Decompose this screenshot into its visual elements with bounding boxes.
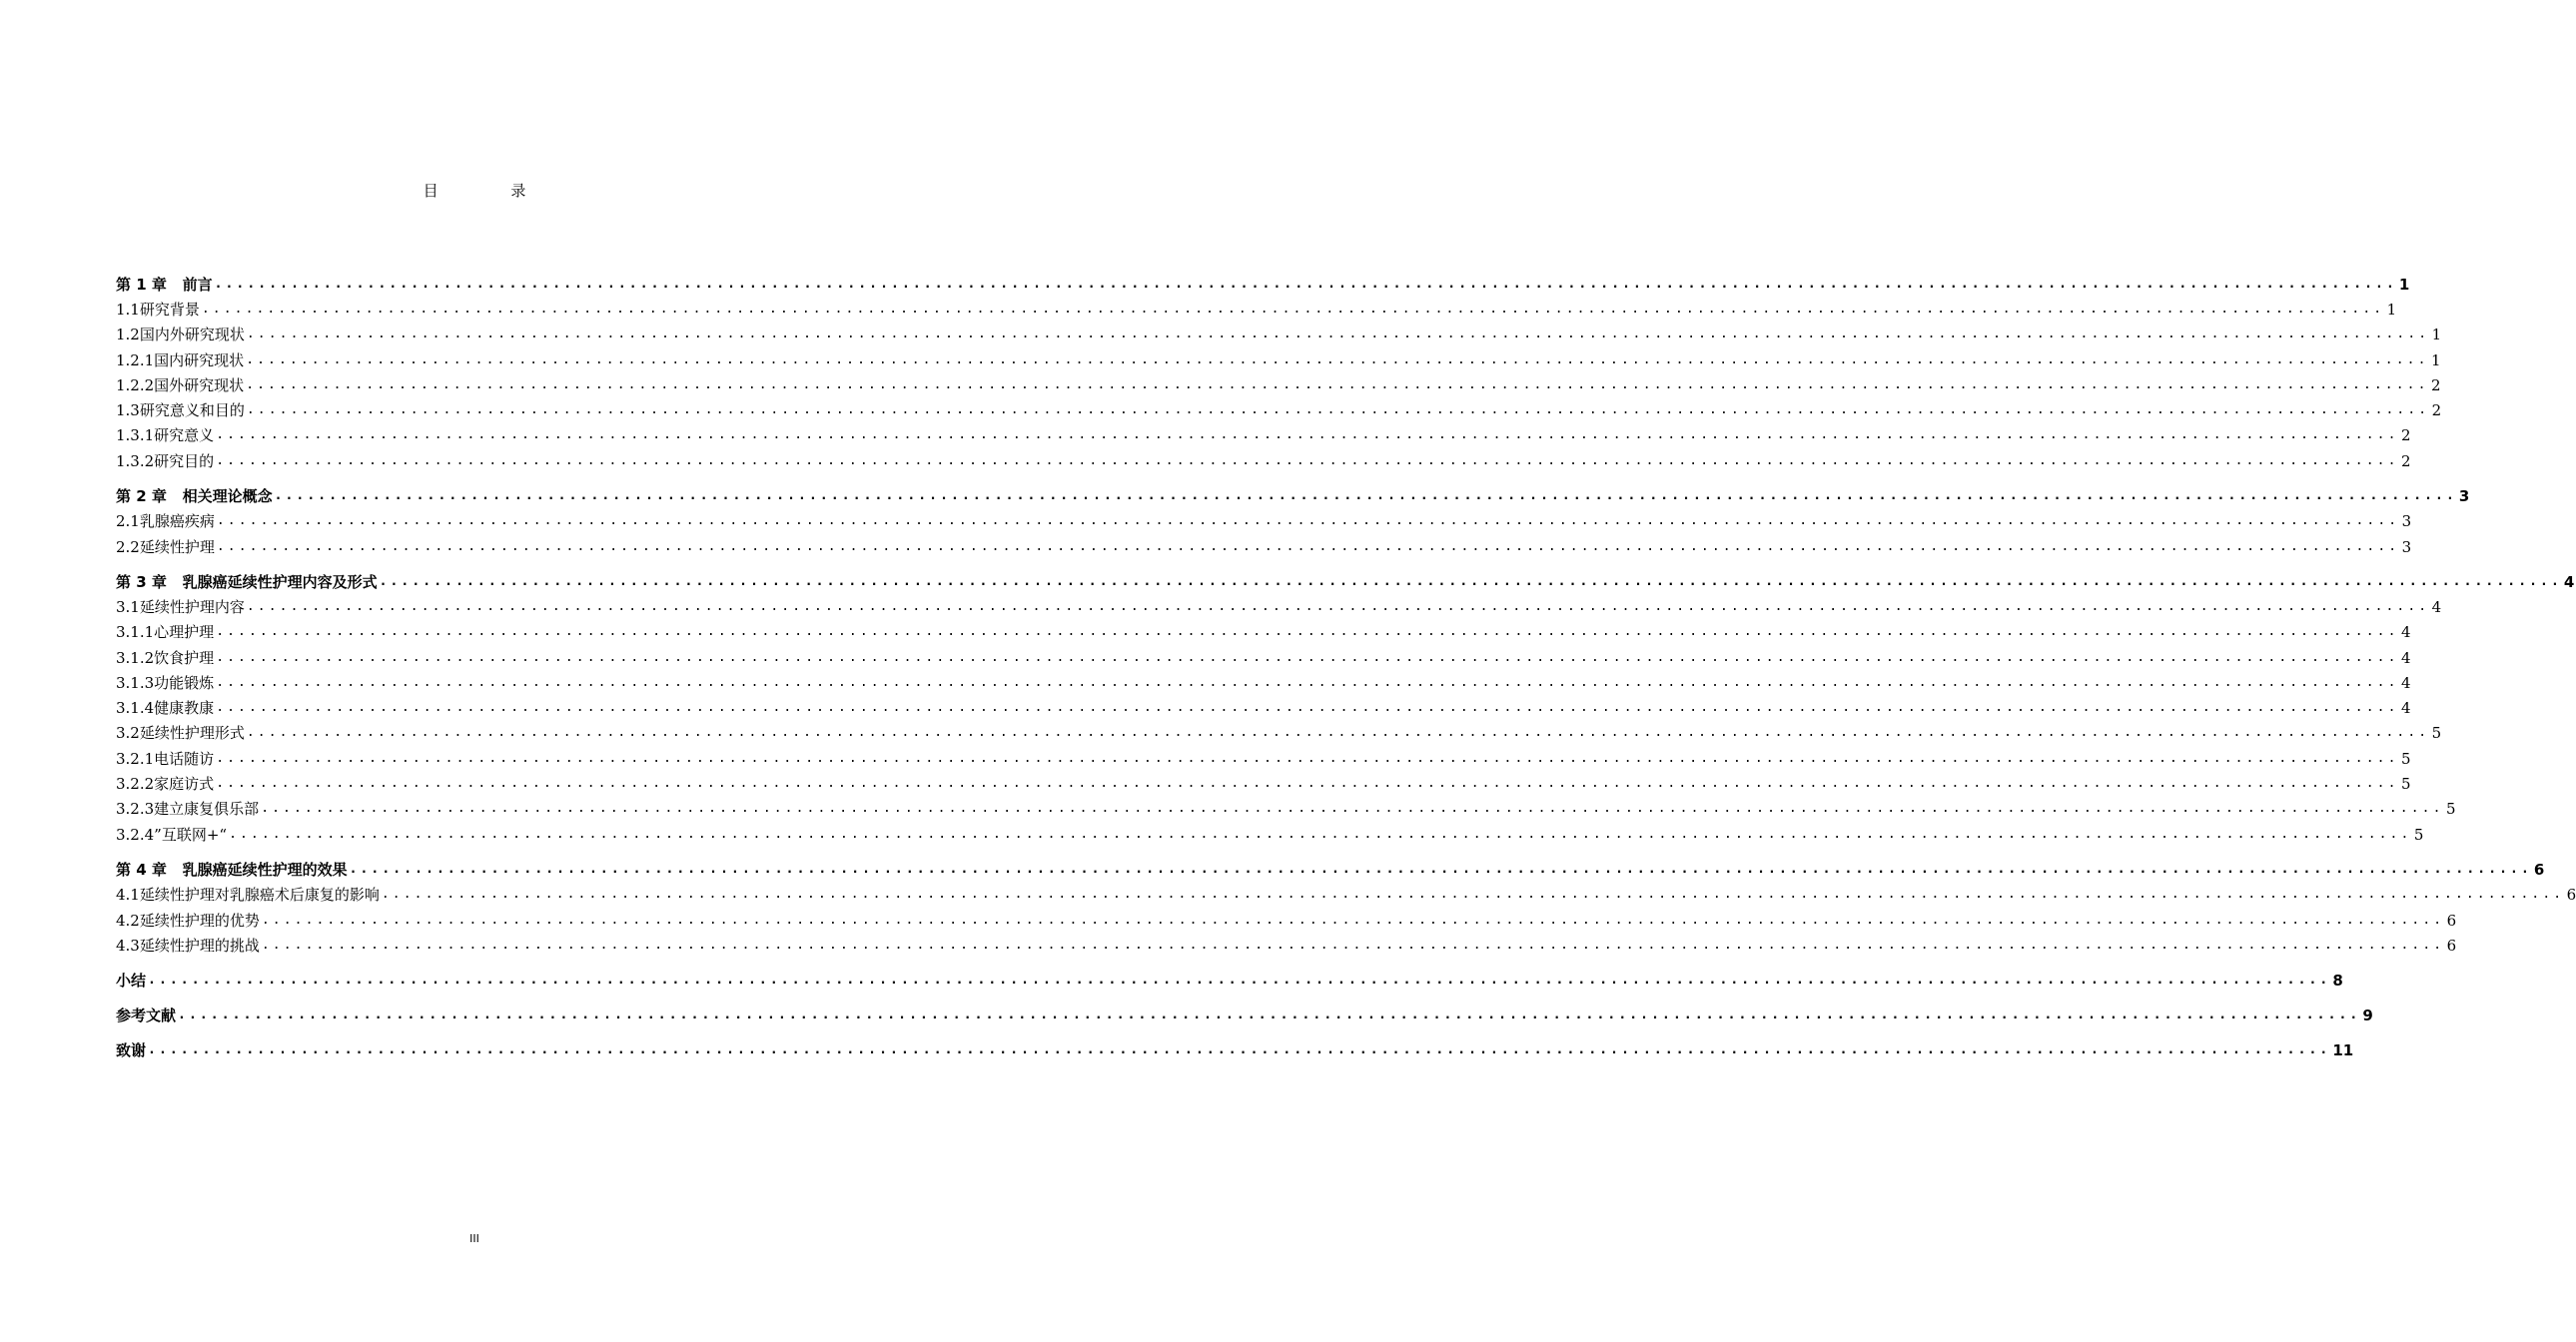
page-title: 目 录: [423, 182, 560, 200]
toc-entry-page: 6: [2533, 861, 2545, 879]
page-number-footer: III: [469, 1232, 479, 1245]
toc-entry-title: 电话随访: [154, 750, 215, 768]
toc-entry-page: 3: [2401, 512, 2412, 530]
toc-entry[interactable]: [116, 536, 2412, 558]
toc-entry-page: 2: [2400, 426, 2411, 444]
toc-dot-leader: ........................................................................................................................................................................................................: [148, 1042, 2331, 1057]
toc-dot-leader: ........................................................................................................................................................................................................: [216, 513, 2400, 528]
toc-entry-number: 3.1.4: [116, 699, 155, 717]
toc-entry-number: 1.2.2: [116, 376, 155, 394]
toc-entry-page: 5: [2400, 775, 2411, 793]
toc-entry-page: 3: [2401, 538, 2412, 556]
toc-dot-leader: ........................................................................................................................................................................................................: [216, 700, 2399, 715]
toc-entry[interactable]: [116, 647, 2411, 669]
toc-entry-title: 健康教康: [154, 699, 215, 717]
toc-dot-leader: ........................................................................................................................................................................................................: [216, 539, 2400, 554]
toc-entry-page: 11: [2332, 1041, 2354, 1059]
toc-entry-page: 2: [2431, 401, 2442, 419]
toc-entry-number: 1.2: [116, 326, 140, 343]
toc-entry-page: 8: [2332, 972, 2343, 990]
toc-dot-leader: ........................................................................................................................................................................................................: [216, 650, 2399, 665]
toc-entry-number: 3.1.1: [116, 623, 155, 641]
toc-entry-page: 1: [2386, 301, 2397, 319]
toc-entry[interactable]: [116, 748, 2411, 770]
toc-entry-page: 5: [2413, 826, 2424, 844]
toc-entry[interactable]: [116, 798, 2456, 820]
toc-entry[interactable]: [116, 571, 2575, 593]
toc-entry-title: 研究意义: [154, 426, 215, 444]
toc-entry-number: 4.2: [116, 912, 140, 930]
toc-entry-title: 乳腺癌疾病: [139, 512, 215, 530]
toc-dot-leader: ........................................................................................................................................................................................................: [246, 352, 2429, 367]
toc-dot-leader: ........................................................................................................................................................................................................: [214, 277, 2397, 292]
toc-entry[interactable]: [116, 349, 2441, 371]
toc-entry-page: 6: [2566, 886, 2576, 904]
toc-entry[interactable]: [116, 485, 2470, 507]
toc-entry-number: 1.1: [116, 301, 140, 319]
toc-entry[interactable]: [116, 824, 2424, 846]
toc-entry[interactable]: [116, 596, 2442, 618]
toc-entry[interactable]: [116, 1039, 2354, 1061]
toc-dot-leader: ........................................................................................................................................................................................................: [246, 327, 2430, 341]
toc-entry-number: 第 1 章: [116, 276, 183, 294]
toc-entry[interactable]: [116, 884, 2576, 906]
toc-entry-title: 建立康复俱乐部: [154, 800, 260, 818]
toc-entry-title: 延续性护理的挑战: [139, 937, 260, 955]
toc-dot-leader: ........................................................................................................................................................................................................: [246, 725, 2430, 740]
toc-entry-title: ”互联网+“: [154, 826, 228, 844]
toc-entry-page: 4: [2400, 699, 2411, 717]
toc-entry-title: 延续性护理形式: [139, 724, 245, 742]
toc-dot-leader: ........................................................................................................................................................................................................: [381, 887, 2565, 902]
toc-entry-title: 国内研究现状: [154, 351, 245, 369]
toc-entry[interactable]: [116, 910, 2457, 932]
toc-dot-leader: ........................................................................................................................................................................................................: [216, 675, 2399, 690]
toc-entry-number: 1.3.1: [116, 426, 155, 444]
toc-dot-leader: ........................................................................................................................................................................................................: [216, 751, 2399, 766]
toc-dot-leader: ........................................................................................................................................................................................................: [201, 302, 2385, 317]
toc-entry[interactable]: [116, 722, 2442, 744]
toc-entry[interactable]: [116, 859, 2545, 881]
toc-dot-leader: ........................................................................................................................................................................................................: [349, 862, 2532, 877]
toc-entry-title: 心理护理: [154, 623, 215, 641]
toc-entry-title: 延续性护理内容: [139, 598, 245, 616]
toc-entry-page: 6: [2446, 912, 2457, 930]
toc-entry-title: 延续性护理: [139, 538, 215, 556]
toc-entry-page: 3: [2458, 487, 2470, 505]
toc-entry-number: 第 2 章: [116, 487, 183, 505]
toc-entry[interactable]: [116, 399, 2442, 421]
toc-entry-page: 2: [2400, 452, 2411, 470]
toc-entry-title: 参考文献: [116, 1006, 177, 1024]
toc-entry-title: 功能锻炼: [154, 674, 215, 692]
toc-dot-leader: ........................................................................................................................................................................................................: [261, 801, 2444, 816]
toc-entry-page: 1: [2431, 326, 2442, 343]
toc-entry-page: 4: [2400, 674, 2411, 692]
toc-entry-title: 研究意义和目的: [139, 401, 245, 419]
toc-entry-page: 5: [2431, 724, 2442, 742]
toc-entry[interactable]: [116, 424, 2411, 446]
toc-dot-leader: ........................................................................................................................................................................................................: [261, 913, 2445, 928]
toc-dot-leader: ........................................................................................................................................................................................................: [229, 827, 2412, 842]
toc-entry-number: 3.2.4: [116, 826, 155, 844]
toc-entry-page: 4: [2563, 573, 2575, 591]
toc-entry-title: 相关理论概念: [182, 487, 273, 505]
toc-entry-number: 4.1: [116, 886, 140, 904]
toc-entry[interactable]: [116, 697, 2411, 719]
toc-entry[interactable]: [116, 324, 2442, 345]
toc-dot-leader: ........................................................................................................................................................................................................: [246, 377, 2429, 392]
toc-entry[interactable]: [116, 299, 2397, 321]
toc-dot-leader: ........................................................................................................................................................................................................: [216, 453, 2399, 468]
toc-entry-title: 饮食护理: [154, 649, 215, 667]
toc-entry-number: 3.2: [116, 724, 140, 742]
toc-entry-title: 研究背景: [139, 301, 200, 319]
toc-dot-leader: ........................................................................................................................................................................................................: [216, 427, 2399, 442]
toc-dot-leader: ........................................................................................................................................................................................................: [379, 574, 2562, 589]
toc-entry[interactable]: [116, 621, 2411, 643]
toc-entry[interactable]: [116, 450, 2411, 472]
toc-dot-leader: ........................................................................................................................................................................................................: [216, 624, 2399, 639]
toc-entry-page: 4: [2431, 598, 2442, 616]
toc-entry[interactable]: [116, 274, 2410, 296]
toc-entry-page: 5: [2400, 750, 2411, 768]
toc-entry[interactable]: [116, 970, 2343, 992]
toc-dot-leader: ........................................................................................................................................................................................................: [246, 402, 2430, 417]
toc-entry-page: 4: [2400, 649, 2411, 667]
toc-entry-number: 1.2.1: [116, 351, 155, 369]
toc-entry-title: 致谢: [116, 1041, 147, 1059]
toc-entry-page: 1: [2430, 351, 2441, 369]
toc-entry[interactable]: [116, 510, 2412, 532]
toc-entry-page: 6: [2446, 937, 2457, 955]
toc-entry-number: 第 3 章: [116, 573, 183, 591]
toc-dot-leader: ........................................................................................................................................................................................................: [178, 1007, 2361, 1022]
toc-entry-page: 2: [2430, 376, 2441, 394]
toc-entry-number: 3.1.2: [116, 649, 155, 667]
toc-entry-title: 小结: [116, 972, 147, 990]
toc-entry[interactable]: [116, 773, 2411, 795]
toc-entry-title: 乳腺癌延续性护理内容及形式: [182, 573, 378, 591]
toc-entry-page: 9: [2362, 1006, 2373, 1024]
toc-entry-number: 3.1.3: [116, 674, 155, 692]
toc-entry[interactable]: [116, 935, 2457, 957]
toc-entry-title: 家庭访式: [154, 775, 215, 793]
toc-entry-number: 3.2.3: [116, 800, 155, 818]
toc-entry-page: 1: [2398, 276, 2410, 294]
toc-entry-page: 5: [2445, 800, 2456, 818]
toc-dot-leader: ........................................................................................................................................................................................................: [246, 599, 2430, 614]
toc-entry-title: 延续性护理的优势: [139, 912, 260, 930]
toc-entry-title: 前言: [182, 276, 213, 294]
toc-entry-number: 2.1: [116, 512, 140, 530]
toc-entry-number: 1.3: [116, 401, 140, 419]
toc-entry-number: 3.1: [116, 598, 140, 616]
toc-dot-leader: ........................................................................................................................................................................................................: [148, 973, 2331, 988]
toc-entry[interactable]: [116, 1005, 2373, 1026]
toc-entry-number: 3.2.1: [116, 750, 155, 768]
toc-entry[interactable]: [116, 374, 2441, 396]
toc-entry-number: 4.3: [116, 937, 140, 955]
toc-entry-page: 4: [2400, 623, 2411, 641]
toc-entry-number: 3.2.2: [116, 775, 155, 793]
toc-entry-number: 第 4 章: [116, 861, 183, 879]
toc-entry[interactable]: [116, 672, 2411, 694]
toc-dot-leader: ........................................................................................................................................................................................................: [216, 776, 2399, 791]
toc-entry-title: 延续性护理对乳腺癌术后康复的影响: [139, 886, 380, 904]
toc-entry-title: 国外研究现状: [154, 376, 245, 394]
toc-entry-number: 1.3.2: [116, 452, 155, 470]
toc-dot-leader: ........................................................................................................................................................................................................: [261, 938, 2445, 953]
toc-entry-title: 国内外研究现状: [139, 326, 245, 343]
toc-entry-title: 研究目的: [154, 452, 215, 470]
toc-entry-title: 乳腺癌延续性护理的效果: [182, 861, 348, 879]
toc-entry-number: 2.2: [116, 538, 140, 556]
toc-dot-leader: ........................................................................................................................................................................................................: [274, 488, 2457, 503]
